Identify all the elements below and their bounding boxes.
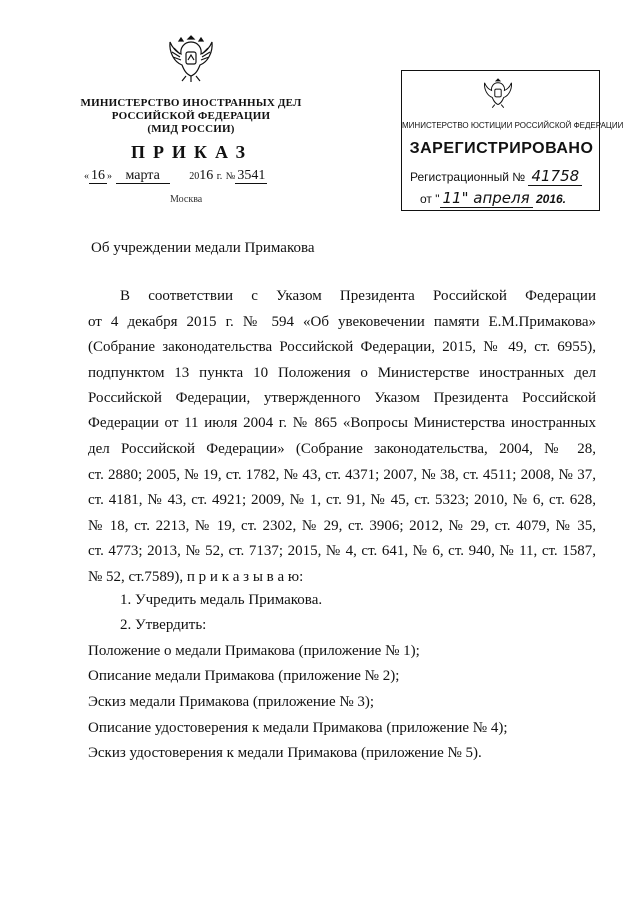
date-year-prefix: 20 [189, 171, 200, 182]
russian-coat-of-arms-icon [482, 76, 514, 110]
list-item: Описание медали Примакова (приложение № 2); [88, 668, 400, 684]
stamp-ministry: МИНИСТЕРСТВО ЮСТИЦИИ РОССИЙСКОЙ ФЕДЕРАЦИИ [402, 121, 624, 130]
stamp-registered: ЗАРЕГИСТРИРОВАНО [409, 140, 594, 157]
order-number: 3541 [237, 168, 266, 183]
date-close-quote: » [107, 171, 112, 182]
body-line: (Собрание законодательства Российской Федерации, 2015, № 49, ст. 6955), [88, 339, 596, 355]
stamp-reg-label: Регистрационный № [410, 170, 526, 184]
list-item: Положение о медали Примакова (приложение № 1); [88, 643, 420, 659]
registration-stamp [401, 70, 624, 211]
date-day: 16 [91, 168, 105, 183]
body-line: В соответствии с Указом Президента Российской Федерации [120, 288, 596, 304]
body-line: ст. 2880; 2005, № 19, ст. 1782, № 43, ст. 4371; 2007, № 38, ст. 4511; 2008, № 37, [88, 467, 596, 483]
date-open-quote: « [84, 171, 89, 182]
body-line: Российской Федерации, утвержденного Указом Президента Российской [88, 390, 596, 406]
list-item: Эскиз медали Примакова (приложение № 3); [88, 694, 375, 710]
date-month: марта [116, 168, 170, 184]
list-item: 2. Утвердить: [120, 617, 207, 633]
body-line: дел Российской Федерации» (Собрание законодательства, 2004, № 28, [88, 441, 596, 457]
stamp-date-handwritten: 11" апреля [440, 189, 533, 208]
body-line: подпунктом 13 пункта 10 Положения о Министерстве иностранных дел [88, 365, 596, 381]
body-line: № 18, ст. 2213, № 19, ст. 2302, № 29, ст. 3906; 2012, № 29, ст. 4079, № 35, [88, 518, 596, 534]
order-date-line [84, 168, 267, 184]
body-line: от 4 декабря 2015 г. № 594 «Об увековечении памяти Е.М.Примакова» [88, 314, 596, 330]
body-line: ст. 4773; 2013, № 52, ст. 7137; 2015, № 4, ст. 641, № 6, ст. 940, № 11, ст. 1587, [88, 543, 596, 559]
body-line: Федерации от 11 июля 2004 г. № 865 «Вопросы Министерства иностранных [88, 415, 596, 431]
order-subject: Об учреждении медали Примакова [91, 240, 315, 256]
stamp-date-prefix: от " [420, 192, 440, 206]
stamp-date-year: 2016. [535, 192, 566, 206]
ministry-name-line-3: (МИД РОССИИ) [147, 123, 235, 135]
list-item: Эскиз удостоверения к медали Примакова (приложение № 5). [88, 745, 482, 761]
city: Москва [170, 194, 203, 205]
date-year-label: г. [216, 171, 223, 182]
order-title: ПРИКАЗ [130, 142, 254, 162]
order-number-label: № [225, 171, 236, 182]
date-year-suffix: 16 [199, 168, 214, 183]
list-item: Описание удостоверения к медали Примакова (приложение № 4); [88, 720, 508, 736]
body-line: ст. 4181, № 43, ст. 4921; 2009, № 1, ст. 91, № 45, ст. 5323; 2010, № 6, ст. 628, [88, 492, 596, 508]
body-line: № 52, ст.7589), п р и к а з ы в а ю: [88, 569, 304, 585]
stamp-reg-number: 41758 [528, 167, 582, 186]
russian-coat-of-arms-icon [166, 32, 216, 84]
stamp-registration-line [410, 167, 582, 185]
ministry-name-line-2: РОССИЙСКОЙ ФЕДЕРАЦИИ [111, 110, 271, 122]
list-item: 1. Учредить медаль Примакова. [120, 592, 323, 608]
stamp-date-line [420, 189, 566, 207]
ministry-name-line-1: МИНИСТЕРСТВО ИНОСТРАННЫХ ДЕЛ [80, 97, 302, 109]
